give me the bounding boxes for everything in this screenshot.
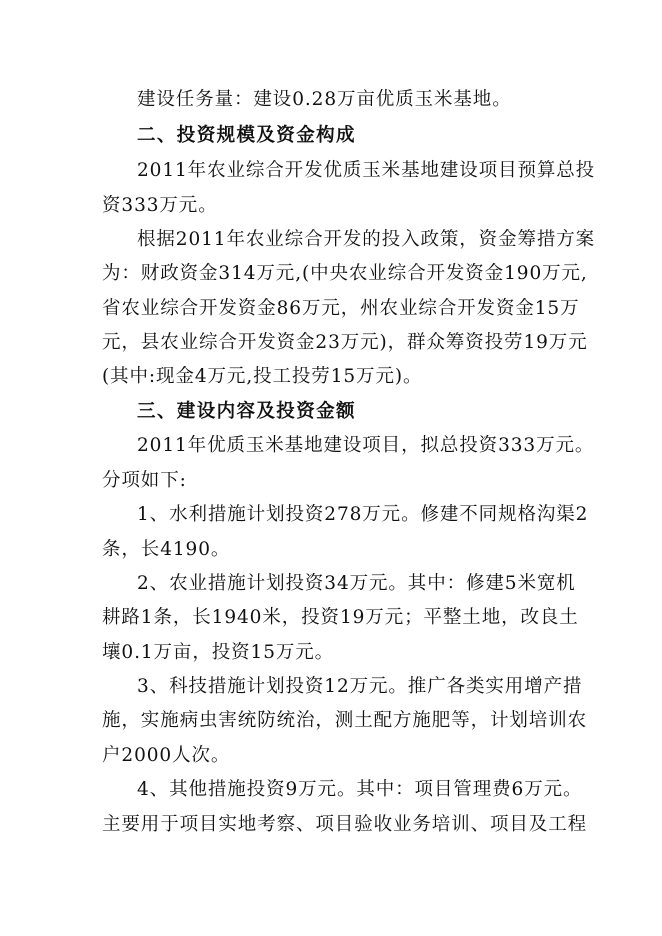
paragraph-line: 2011年农业综合开发优质玉米基地建设项目预算总投 bbox=[137, 160, 596, 181]
paragraph-line: 元，县农业综合开发资金23万元)，群众筹资投劳19万元 bbox=[102, 332, 588, 353]
paragraph-line: (其中:现金4万元,投工投劳15万元)。 bbox=[102, 366, 423, 387]
paragraph-line: 省农业综合开发资金86万元，州农业综合开发资金15万 bbox=[102, 298, 580, 319]
list-item-line: 户2000人次。 bbox=[102, 745, 231, 766]
list-item-line: 1、水利措施计划投资278万元。修建不同规格沟渠2 bbox=[137, 504, 589, 525]
list-item-line: 条，长4190。 bbox=[102, 539, 231, 560]
paragraph-line: 分项如下: bbox=[102, 470, 187, 491]
paragraph-line: 为：财政资金314万元,(中央农业综合开发资金190万元, bbox=[102, 263, 588, 284]
paragraph-line: 根据2011年农业综合开发的投入政策，资金筹措方案 bbox=[137, 229, 596, 250]
list-item-line: 2、农业措施计划投资34万元。其中：修建5米宽机 bbox=[137, 573, 576, 594]
section-heading-investment-scale: 二、投资规模及资金构成 bbox=[137, 125, 356, 146]
paragraph-line: 2011年优质玉米基地建设项目，拟总投资333万元。 bbox=[137, 435, 595, 456]
task-quantity-line: 建设任务量：建设0.28万亩优质玉米基地。 bbox=[137, 89, 512, 110]
list-item-line: 3、科技措施计划投资12万元。推广各类实用增产措 bbox=[137, 676, 583, 697]
section-heading-construction-content: 三、建设内容及投资金额 bbox=[137, 401, 356, 422]
list-item-line: 壤0.1万亩，投资15万元。 bbox=[102, 642, 335, 663]
list-item-line: 施，实施病虫害统防统治，测土配方施肥等，计划培训农 bbox=[102, 710, 588, 731]
paragraph-line: 资333万元。 bbox=[102, 195, 218, 216]
list-item-line: 耕路1条，长1940米，投资19万元；平整土地，改良土 bbox=[102, 607, 579, 628]
list-item-line: 4、其他措施投资9万元。其中：项目管理费6万元。 bbox=[137, 779, 583, 800]
list-item-line: 主要用于项目实地考察、项目验收业务培训、项目及工程 bbox=[102, 814, 588, 835]
